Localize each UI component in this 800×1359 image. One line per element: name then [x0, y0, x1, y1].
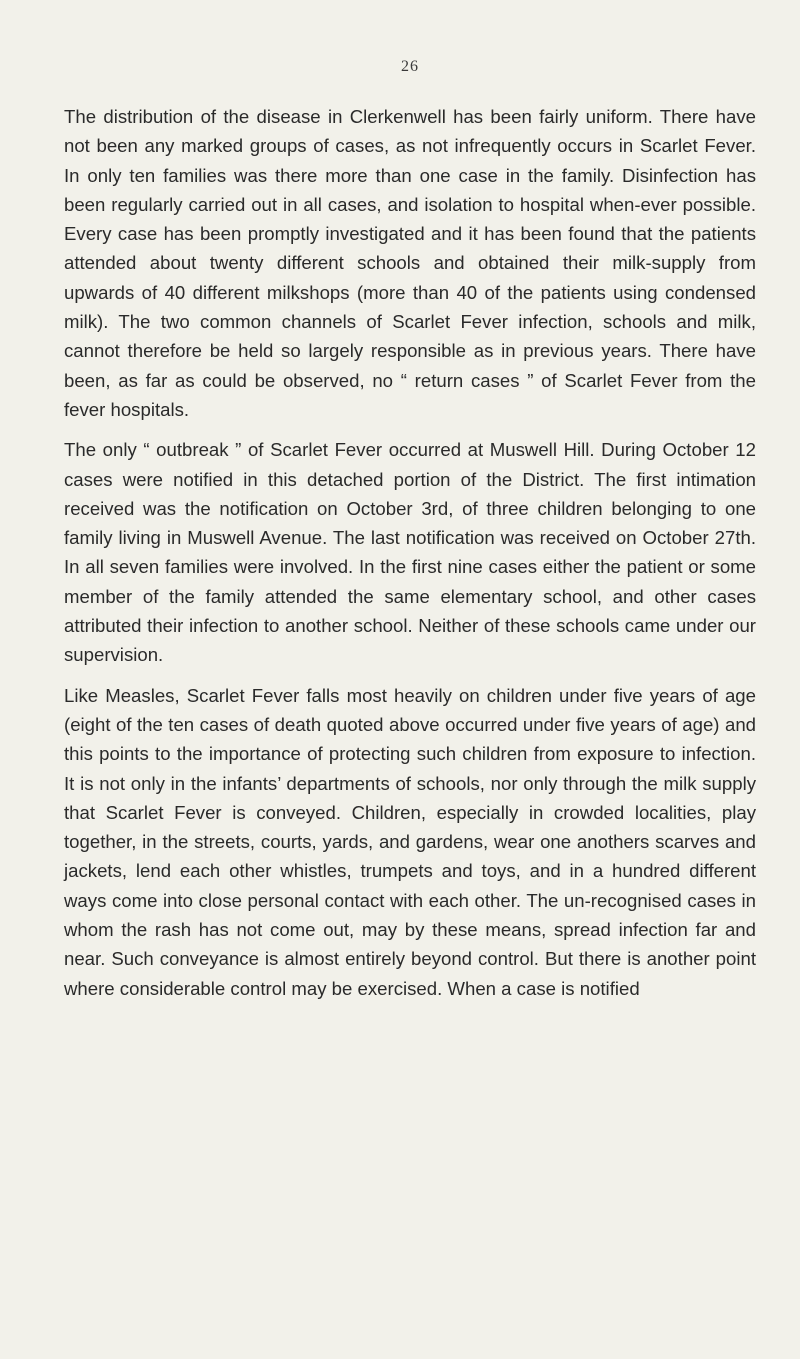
page-number: 26	[401, 58, 419, 75]
paragraph-measles-comparison: Like Measles, Scarlet Fever falls most heavily on children under five years of age (eight of the ten cases of death quoted above occurred under five years of age) and this points to the importance of protecting such children from exposure to infection. It is not only in the infants’ departments of schools, nor only through the milk supply that Scarlet Fever is conveyed. Children, especially in crowded localities, play together, in the streets, courts, yards, and gardens, wear one anothers scarves and jackets, lend each other whistles, trumpets and toys, and in a hundred different ways come into close personal contact with each other. The un-recognised cases in whom the rash has not come out, may by these means, spread infection far and near. Such conveyance is almost entirely beyond control. But there is another point where considerable control may be exercised. When a case is notified	[64, 684, 756, 999]
paragraph-distribution: The distribution of the disease in Clerkenwell has been fairly uniform. There have not been any marked groups of cases, as not infrequently occurs in Scarlet Fever. In only ten families was there more than one case in the family. Disinfection has been regularly carried out in all cases, and isolation to hospital when-ever possible. Every case has been promptly investigated and it has been found that the patients attended about twenty different schools and obtained their milk-supply from upwards of 40 different milkshops (more than 40 of the patients using condensed milk). The two common channels of Scarlet Fever infection, schools and milk, cannot therefore be held so largely responsible as in previous years. There have been, as far as could be observed, no “ return cases ” of Scarlet Fever from the fever hospitals.	[64, 106, 756, 420]
paragraph-outbreak: The only “ outbreak ” of Scarlet Fever occurred at Muswell Hill. During October 12 cases were notified in this detached portion of the District. The first intimation received was the notification on October 3rd, of three children belonging to one family living in Muswell Avenue. The last notification was received on October 27th. In all seven families were involved. In the first nine cases either the patient or some member of the family attended the same elementary school, and other cases attributed their infection to another school. Neither of these schools came under our supervision.	[64, 439, 756, 666]
